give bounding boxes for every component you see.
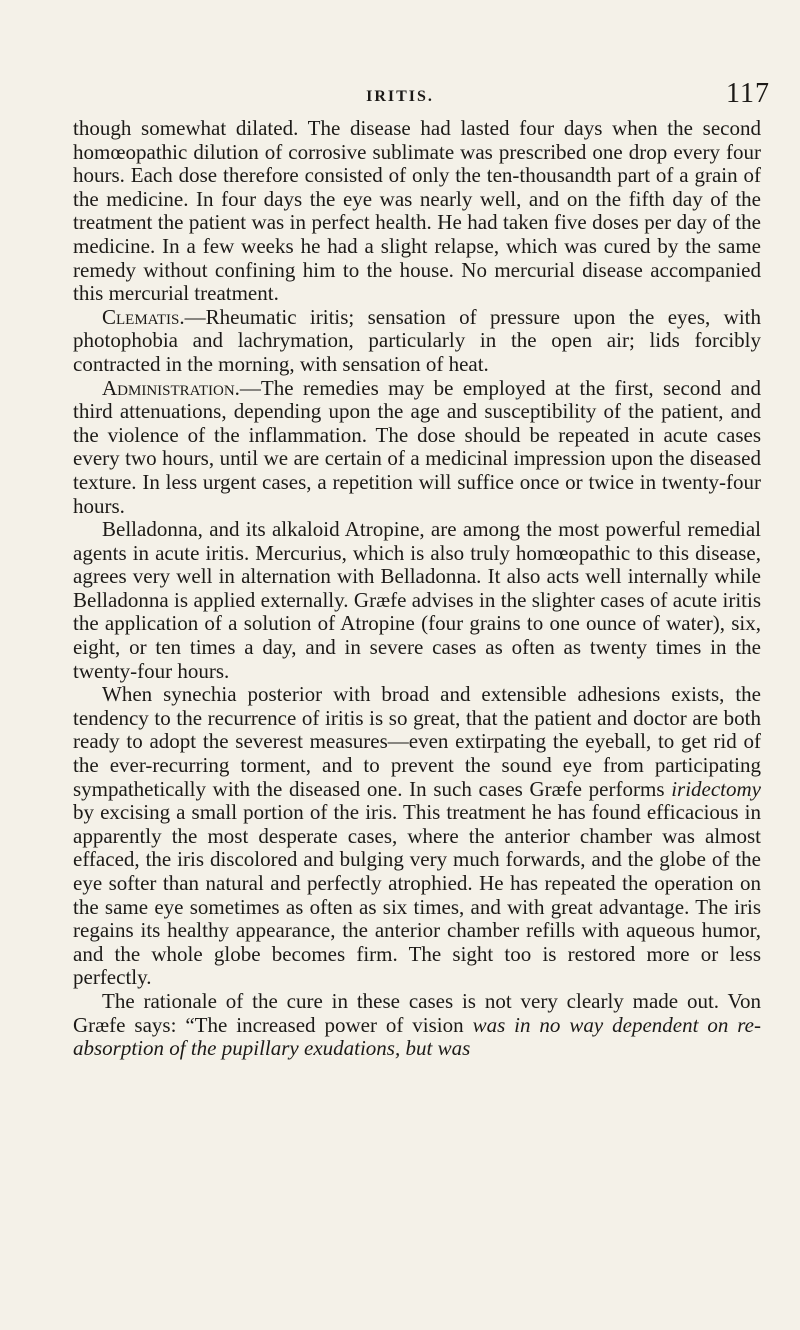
clematis-heading: Clematis. <box>102 304 185 329</box>
paragraph-belladonna: Belladonna, and its alkaloid Atropine, are among the most powerful remedial agents in acute iritis. Mercurius, which is also truly homœopathic to this disease, agrees very well in alternation with Belladonna. It also acts well internally while Belladonna is applied externally. Græfe advises in the slighter cases of acute iritis the application of a solution of Atropine (four grains to one ounce of water), six, eight, or ten times a day, and in severe cases as often as twenty times in the twenty-four hours. <box>73 517 761 683</box>
body-text <box>73 117 761 1061</box>
paragraph-clematis <box>73 306 761 377</box>
synechia-text-after: by excising a small portion of the iris. This treatment he has found efficacious in apparently the most desperate cases, where the anterior chamber was almost effaced, the iris discolored and bulging very much forwards, and the globe of the eye softer than natural and perfectly atrophied. He has repeated the operation on the same eye sometimes as often as six times, and with great advantage. The iris regains its healthy appearance, the anterior chamber refills with aqueous humor, and the whole globe becomes firm. The sight too is restored more or less perfectly. <box>73 800 761 990</box>
paragraph-continuation: though somewhat dilated. The disease had lasted four days when the second homœopathic dilution of corrosive sublimate was prescribed one drop every four hours. Each dose therefore consisted of only the ten-thousandth part of a grain of the medicine. In four days the eye was nearly well, and on the fifth day of the treatment the patient was in perfect health. He had taken five doses per day of the medicine. In a few weeks he had a slight relapse, which was cured by the same remedy without confining him to the house. No mercurial disease accompanied this mercurial treatment. <box>73 116 761 306</box>
rationale-text: The rationale of the cure in these cases is not very clearly made out. Von Græfe says: “The increased power of vision <box>73 988 761 1037</box>
administration-text: —The remedies may be employed at the first, second and third attenuations, depending upon the age and susceptibility of the patient, and the violence of the inflammation. The dose should be repeated in acute cases every two hours, until we are certain of a medicinal impression upon the diseased texture. In less urgent cases, a repetition will suffice once or twice in twenty-four hours. <box>73 375 761 518</box>
paragraph-rationale <box>73 990 761 1061</box>
rationale-quote-italic: was in no way dependent on re-absorption of the pupillary exudations, but was <box>73 1012 761 1061</box>
paragraph-administration <box>73 377 761 519</box>
running-title: IRITIS. <box>366 88 434 105</box>
running-head <box>0 76 800 116</box>
clematis-text: —Rheumatic iritis; sensation of pressure upon the eyes, with photophobia and lachrymation, particularly in the open air; lids forcibly contracted in the morning, with sensation of heat. <box>73 304 761 376</box>
page-number: 117 <box>726 78 770 109</box>
synechia-text-before: When synechia posterior with broad and extensible adhesions exists, the tendency to the recurrence of iritis is so great, that the patient and doctor are both ready to adopt the severest measures—even extirpating the eyeball, to get rid of the ever-recurring torment, and to prevent the sound eye from participating sympathetically with the diseased one. In such cases Græfe performs <box>73 682 761 801</box>
paragraph-synechia <box>73 683 761 990</box>
administration-heading: Administration. <box>102 375 240 400</box>
iridectomy-term: iridectomy <box>671 776 761 801</box>
